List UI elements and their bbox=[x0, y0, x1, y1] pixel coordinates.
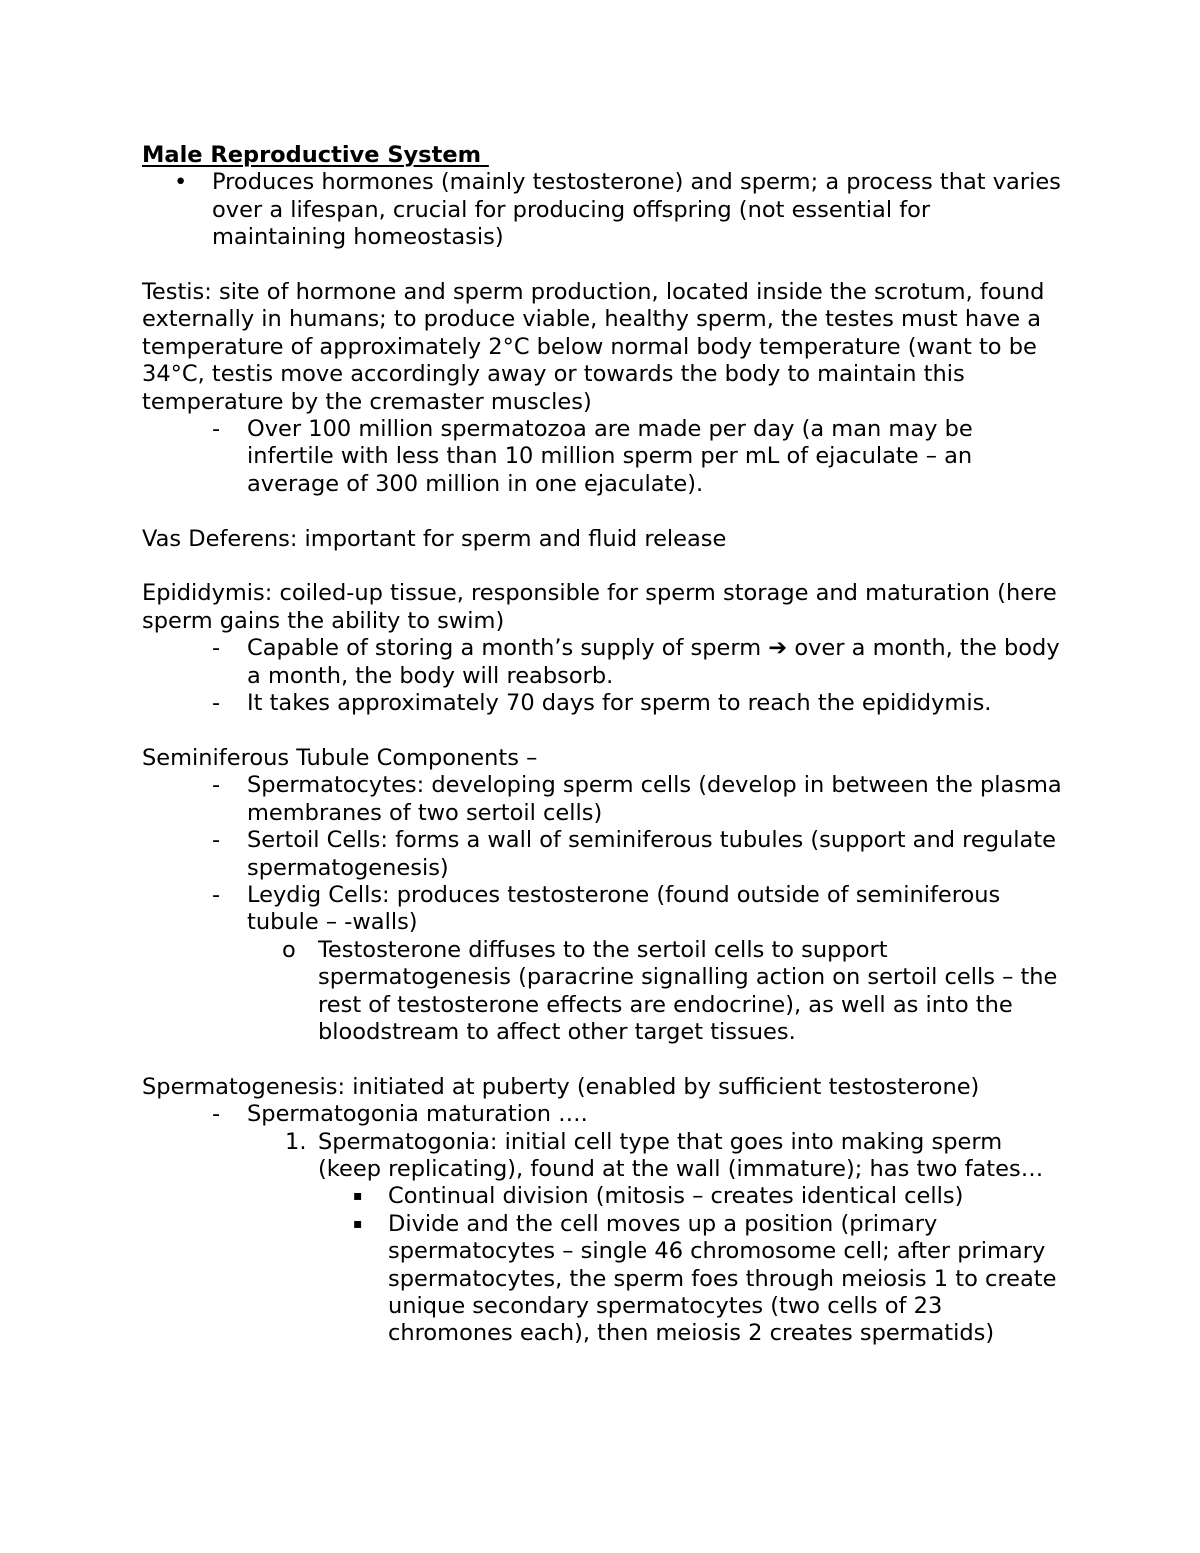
epididymis-paragraph: Epididymis: coiled-up tissue, responsible for sperm storage and maturation (here sperm gains the ability to swim) bbox=[142, 580, 1057, 634]
dash-marker: - bbox=[212, 772, 221, 799]
spacer bbox=[142, 717, 1062, 744]
seminiferous-heading: Seminiferous Tubule Components – bbox=[142, 744, 538, 771]
dash-marker: - bbox=[212, 881, 221, 908]
epididymis-bullet bbox=[142, 635, 1062, 690]
numbered-item bbox=[142, 1129, 1062, 1184]
seminiferous-bullet bbox=[142, 772, 1062, 827]
dash-marker: - bbox=[212, 690, 221, 717]
vas-deferens-paragraph: Vas Deferens: important for sperm and fluid release bbox=[142, 525, 727, 552]
square-bullet bbox=[142, 1211, 1062, 1348]
spacer bbox=[142, 553, 1062, 580]
spacer bbox=[142, 1046, 1062, 1073]
testis-paragraph: Testis: site of hormone and sperm production, located inside the scrotum, found externally in humans; to produce viable, healthy sperm, the testes must have a temperature of approximately 2°C below normal body temperature (want to be 34°C, testis move accordingly away or towards the body to maintain this temperature by the cremaster muscles) bbox=[142, 279, 1045, 415]
spacer bbox=[142, 252, 1062, 279]
numbered-item-text: Spermatogonia: initial cell type that goes into making sperm (keep replicating), found at the wall (immature); has two fates… bbox=[318, 1128, 1044, 1182]
intro-text: Produces hormones (mainly testosterone) and sperm; a process that varies over a lifespan, crucial for producing offspring (not essential for maintaining homeostasis) bbox=[212, 169, 1061, 251]
seminiferous-bullet bbox=[142, 882, 1062, 937]
epididymis-bullet-text: Capable of storing a month’s supply of sperm ➔ over a month, the body a month, the body will reabsorb. bbox=[247, 635, 1060, 689]
seminiferous-bullet bbox=[142, 827, 1062, 882]
testis-bullet-text: Over 100 million spermatozoa are made per day (a man may be infertile with less than 10 million sperm per mL of ejaculate – an average of 300 million in one ejaculate). bbox=[247, 416, 973, 497]
number-marker: 1. bbox=[285, 1128, 307, 1155]
dash-marker: - bbox=[212, 827, 221, 854]
square-bullet bbox=[142, 1183, 1062, 1210]
seminiferous-bullet-text: Leydig Cells: produces testosterone (found outside of seminiferous tubule – -walls) bbox=[247, 881, 1001, 936]
circle-marker: o bbox=[282, 936, 296, 963]
epididymis-bullet bbox=[142, 690, 1062, 717]
intro-bullet bbox=[142, 169, 1062, 251]
spermatogenesis-bullet bbox=[142, 1101, 1062, 1128]
square-bullet-text: Continual division (mitosis – creates identical cells) bbox=[388, 1183, 964, 1210]
seminiferous-sub-bullet-text: Testosterone diffuses to the sertoil cells to support spermatogenesis (paracrine signalling action on sertoil cells – the rest of testosterone effects are endocrine), as well as into the bloodstream to affect other target tissues. bbox=[318, 936, 1058, 1045]
dash-marker: - bbox=[212, 1101, 221, 1128]
document-title: Male Reproductive System bbox=[142, 142, 489, 168]
square-marker: ▪ bbox=[353, 1215, 363, 1232]
seminiferous-bullet-text: Sertoil Cells: forms a wall of seminiferous tubules (support and regulate spermatogenesis) bbox=[247, 827, 1056, 881]
dash-marker: - bbox=[212, 635, 221, 662]
spermatogenesis-paragraph: Spermatogenesis: initiated at puberty (enabled by sufficient testosterone) bbox=[142, 1073, 980, 1100]
spacer bbox=[142, 498, 1062, 525]
square-marker: ▪ bbox=[353, 1188, 363, 1205]
spermatogenesis-bullet-text: Spermatogonia maturation …. bbox=[247, 1101, 588, 1128]
bullet-marker: • bbox=[174, 169, 188, 196]
square-bullet-text: Divide and the cell moves up a position (primary spermatocytes – single 46 chromosome cell; after primary spermatocytes, the sperm foes through meiosis 1 to create unique secondary spermatocytes (two cells of 23 chromones each), then meiosis 2 creates spermatids) bbox=[388, 1210, 1057, 1347]
testis-bullet bbox=[142, 416, 1062, 498]
seminiferous-sub-bullet bbox=[142, 937, 1062, 1047]
seminiferous-bullet-text: Spermatocytes: developing sperm cells (develop in between the plasma membranes of two sertoil cells) bbox=[247, 772, 1062, 826]
document-body bbox=[142, 142, 1062, 1348]
epididymis-bullet-text: It takes approximately 70 days for sperm to reach the epididymis. bbox=[247, 690, 992, 717]
dash-marker: - bbox=[212, 416, 221, 443]
